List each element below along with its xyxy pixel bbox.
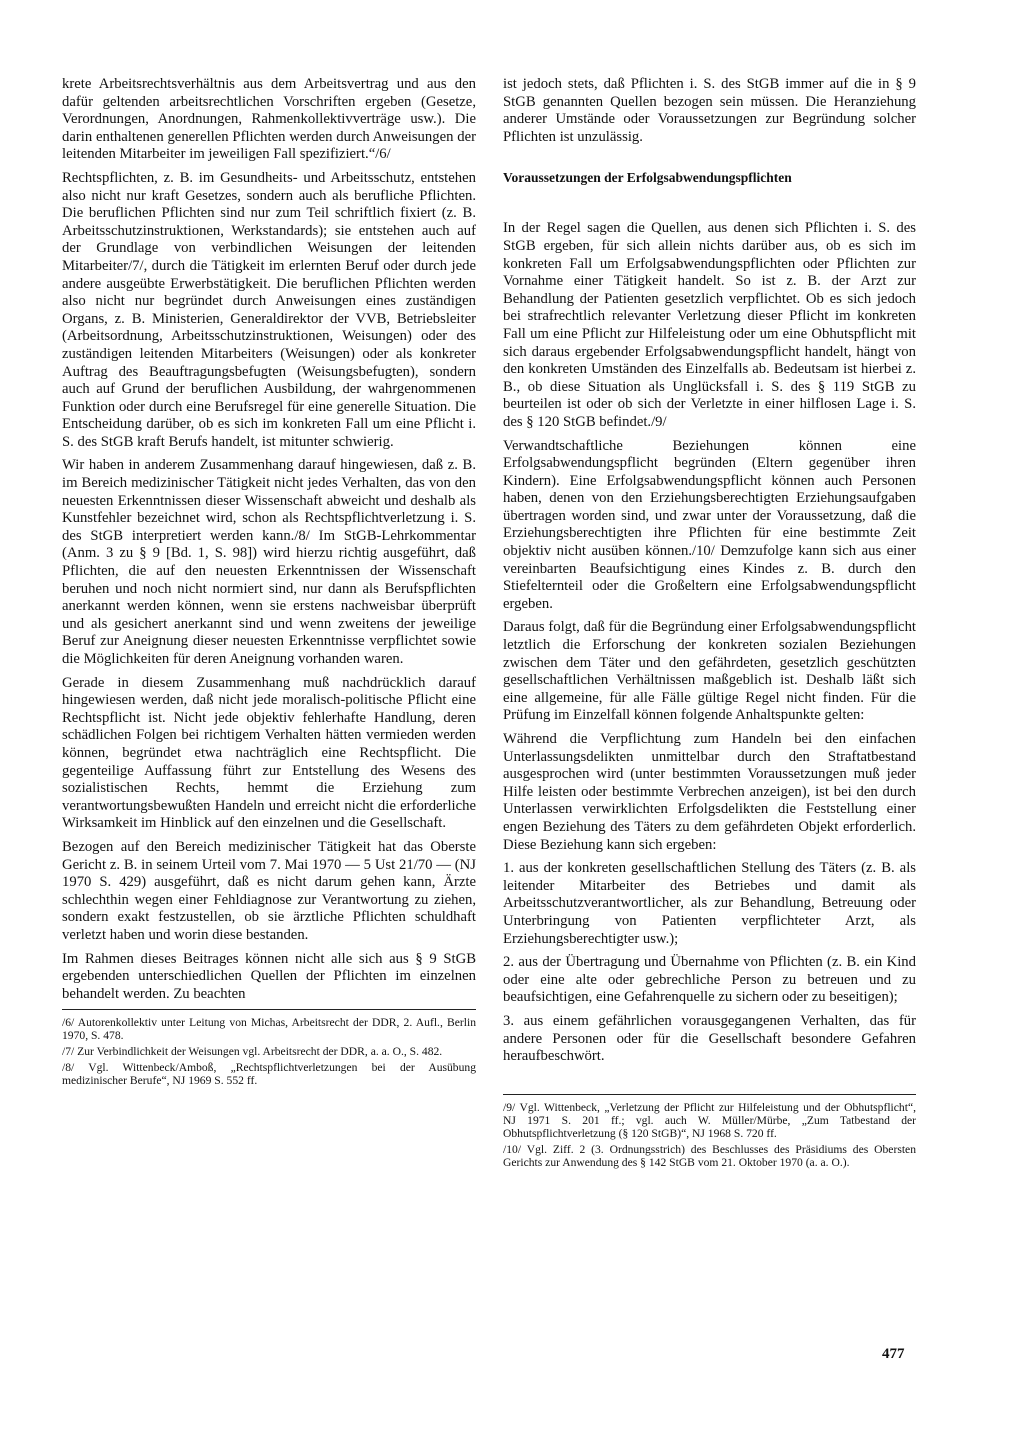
body-paragraph: Wir haben in anderem Zusammenhang darauf hingewiesen, daß z. B. im Bereich medizinischer Tätigkeit nicht jedes Verhalten, das von den neuesten Erkenntnissen dieser Wissenschaft abweicht und deshalb als Kunstfehler bezeichnet wird, schon als Rechtspflichtverletzung i. S. des StGB interpretiert werden kann./8/ Im StGB-Lehrkommentar (Anm. 3 zu § 9 [Bd. 1, S. 98]) wird hierzu richtig ausgeführt, daß Pflichten, die auf den neuesten Erkenntnissen der Wissenschaft beruhen und noch nicht normiert sind, nur dann als Berufspflichten anerkannt werden können, wenn sie erstens nachweisbar überprüft und als gesichert anerkannt sind und wenn zweitens der jeweilige Beruf zur Aneignung dieser neuesten Erkenntnisse verpflichtet sowie die Möglichkeiten für deren Aneignung vorhanden waren. [62, 457, 476, 667]
body-paragraph: Während die Verpflichtung zum Handeln bei den einfachen Unterlassungsdelikten unmittelbar durch den Straftatbestand ausgesprochen wird (unter bestimmten Voraussetzungen muß jeder Hilfe leisten oder bestimmte Verbrechen anzeigen), ist bei den durch Unterlassen verwirklichten Erfolgsdelikten die Feststellung einer engen Beziehung des Täters zu dem gefährdeten Objekt erforderlich. Diese Beziehung kann sich ergeben: [503, 731, 916, 853]
footnote: /7/ Zur Verbindlichkeit der Weisungen vgl. Arbeitsrecht der DDR, a. a. O., S. 482. [62, 1045, 443, 1059]
left-column [62, 76, 476, 1090]
body-paragraph: krete Arbeitsrechtsverhältnis aus dem Arbeitsvertrag und aus den dafür geltenden arbeitsrechtlichen Vorschriften ergeben (Gesetze, Verordnungen, Anordnungen, Rahmenkollektivverträge usw.). Die darin enthaltenen generellen Pflichten werden durch Anweisungen der leitenden Mitarbeiter im jeweiligen Fall spezifiziert.“/6/ [62, 76, 476, 163]
body-paragraph: In der Regel sagen die Quellen, aus denen sich Pflichten i. S. des StGB ergeben, für sich allein nichts darüber aus, ob es sich im konkreten Fall um Erfolgsabwendungspflichten oder Pflichten zur Vornahme einer Tätigkeit handelt. So ist z. B. der Arzt zur Behandlung der Patienten gesetzlich verpflichtet. Ob es sich jedoch bei strafrechtlich relevanter Verletzung dieser Pflicht im konkreten Fall um eine Pflicht zur Hilfeleistung oder um eine Obhutspflicht mit sich daraus ergebender Erfolgsabwendungspflicht handelt, hängt von den konkreten Umständen des Einzelfalls ab. Bedeutsam ist hierbei z. B., ob diese Situation als Unglücksfall i. S. des § 119 StGB zu beurteilen ist oder ob sich der Verletzte in einer hilflosen Lage i. S. des § 120 StGB befindet./9/ [503, 220, 916, 430]
list-item: 3. aus einem gefährlichen vorausgegangenen Verhalten, das für andere Personen oder für die Gesellschaft besondere Gefahren heraufbeschwört. [503, 1012, 916, 1065]
footnote: /10/ Vgl. Ziff. 2 (3. Ordnungsstrich) des Beschlusses des Präsidiums des Obersten Gerichts zur Anwendung des § 142 StGB vom 21. Oktober 1970 (a. a. O.). [503, 1142, 916, 1169]
body-paragraph: Bezogen auf den Bereich medizinischer Tätigkeit hat das Oberste Gericht z. B. in seinem Urteil vom 7. Mai 1970 — 5 Ust 21/70 — (NJ 1970 S. 429) ausgeführt, daß es nicht darum gehen kann, Ärzte schlechthin wegen einer Fehldiagnose zur Verantwortung zu ziehen, sondern exakt festzustellen, ob sie ärztliche Pflichten schuldhaft verletzt haben und worin diese bestanden. [62, 838, 476, 943]
page-number: 477 [882, 1346, 905, 1362]
footnotes-left [62, 1009, 476, 1087]
list-item: 2. aus der Übertragung und Übernahme von Pflichten (z. B. ein Kind oder eine alte oder gebrechliche Person zu betreuen und zu beaufsichtigen, eine Gefahrenquelle zu sichern oder zu beseitigen); [503, 954, 916, 1006]
body-paragraph: ist jedoch stets, daß Pflichten i. S. des StGB immer auf die in § 9 StGB genannten Quellen bezogen sein müssen. Die Heranziehung anderer Umstände oder Voraussetzungen zur Begründung solcher Pflichten ist unzulässig. [503, 76, 916, 145]
body-paragraph: Rechtspflichten, z. B. im Gesundheits- und Arbeitsschutz, entstehen also nicht nur kraft Gesetzes, sondern auch als berufliche Pflichten. Die beruflichen Pflichten sind nur zum Teil schriftlich fixiert (z. B. Arbeitsschutzinstruktionen, Werkstandards); sie entstehen auch auf der Grundlage von verbindlichen Weisungen der leitenden Mitarbeiter/7/, durch die Tätigkeit im erlernten Beruf oder durch jede andere ausgeübte Erwerbstätigkeit. Die beruflichen Pflichten werden also nicht nur begründet durch Anweisungen eines zuständigen Organs, z. B. Ministerien, Generaldirektor der VVB, Betriebsleiter (Arbeitsordnung, Arbeitsschutzinstruktionen, Weisungen) oder des zuständigen leitenden Mitarbeiters (Weisungen) oder als konkreter Auftrag des Beauftragungsbefugten (Weisungsbefugten), sondern auch auf Grund der beruflichen Ausbildung, der wahrgenommenen Funktion oder durch eine Berufsregel für eine generelle Situation. Die Entscheidung darüber, ob es sich im konkreten Fall um eine Pflicht i. S. des StGB kraft Berufs handelt, ist mitunter schwierig. [62, 169, 476, 450]
footnote: /6/ Autorenkollektiv unter Leitung von Michas, Arbeitsrecht der DDR, 2. Aufl., Berlin 1970, S. 478. [62, 1016, 476, 1043]
footnotes-right [503, 1094, 916, 1169]
section-heading: Voraussetzungen der Erfolgsabwendungspflichten [503, 170, 792, 186]
footnote: /9/ Vgl. Wittenbeck, „Verletzung der Pflicht zur Hilfeleistung und der Obhutspflicht“, NJ 1971 S. 201 ff.; vgl. auch W. Müller/Mürbe, „Zum Tatbestand der Obhutspflichtverletzung (§ 120 StGB)“, NJ 1968 S. 720 ff. [503, 1100, 916, 1140]
right-column [503, 76, 916, 1172]
body-paragraph: Im Rahmen dieses Beitrages können nicht alle sich aus § 9 StGB ergebenden unterschiedlichen Quellen der Pflichten im einzelnen behandelt werden. Zu beachten [62, 950, 476, 1002]
footnote-divider [62, 1009, 476, 1010]
body-paragraph: Verwandtschaftliche Beziehungen können eine Erfolgsabwendungspflicht begründen (Eltern gegenüber ihren Kindern). Eine Erfolgsabwendungspflicht können auch Personen haben, denen von den Erziehungsberechtigten Erziehungsaufgaben übertragen worden sind, und zwar unter der Voraussetzung, daß die Erziehungsberechtigten ihre Pflichten für eine bestimmte Zeit objektiv nicht ausüben können./10/ Demzufolge kann sich aus einer vereinbarten Beaufsichtigung eines Kindes z. B. durch den Stiefelternteil oder die Großeltern eine Erfolgsabwendungspflicht ergeben. [503, 437, 916, 612]
list-item: 1. aus der konkreten gesellschaftlichen Stellung des Täters (z. B. als leitender Mitarbeiter des Betriebes und damit als Arbeitsschutzverantwortlicher, als zur Behandlung, Betreuung oder Unterbringung von Patienten verpflichteter Arzt, als Erziehungsberechtigter usw.); [503, 860, 916, 947]
body-paragraph: Daraus folgt, daß für die Begründung einer Erfolgsabwendungspflicht letztlich die Erforschung der konkreten sozialen Beziehungen zwischen dem Täter und den gefährdeten, gesetzlich geschützten gesellschaftlichen Verhältnissen maßgeblich ist. Deshalb läßt sich eine allgemeine, für alle Fälle gültige Regel nicht finden. Für die Prüfung im Einzelfall können folgende Anhaltspunkte gelten: [503, 619, 916, 724]
footnote: /8/ Vgl. Wittenbeck/Amboß, „Rechtspflichtverletzungen bei der Ausübung medizinischer Berufe“, NJ 1969 S. 552 ff. [62, 1061, 476, 1088]
footnote-divider [503, 1094, 916, 1095]
body-paragraph: Gerade in diesem Zusammenhang muß nachdrücklich darauf hingewiesen werden, daß nicht jede moralisch-politische Pflicht eine Rechtspflicht ist. Nicht jede objektiv fehlerhafte Handlung, deren schädlichen Folgen bei richtigem Verhalten hätten vermieden werden können, begründet etwa nachträglich eine Rechtspflicht. Die gegenteilige Auffassung führt zur Entstellung des Wesens des sozialistischen Rechts, hemmt die Erziehung zum verantwortungsbewußten Handeln und erreicht nicht die erforderliche Wirksamkeit im Hinblick auf den einzelnen und die Gesellschaft. [62, 674, 476, 832]
